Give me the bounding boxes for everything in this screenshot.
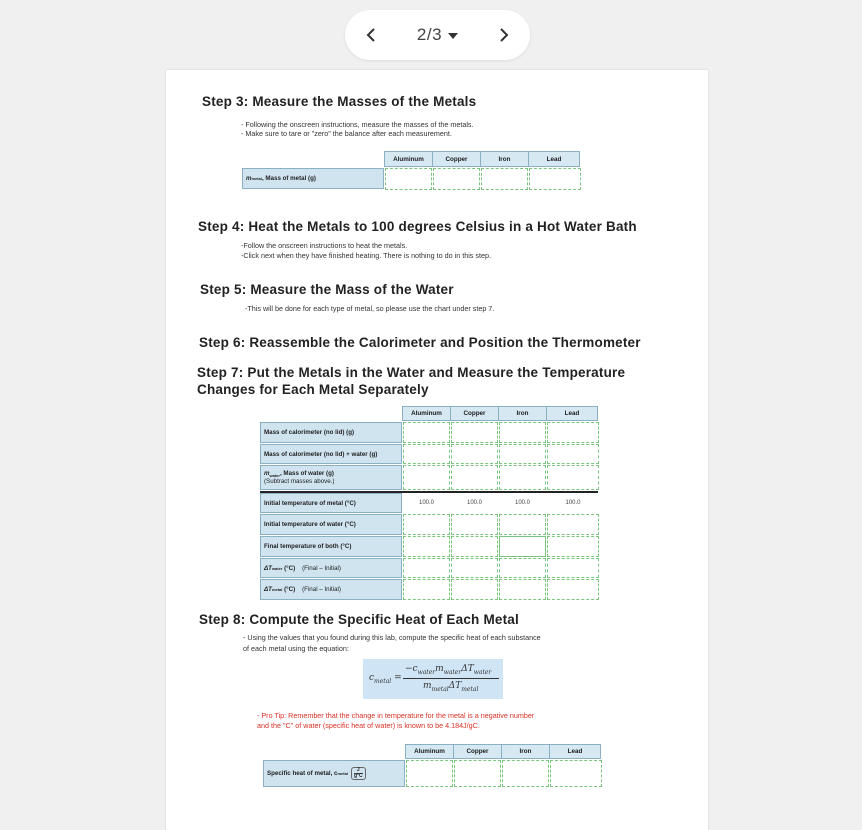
step7-row-cells bbox=[403, 422, 600, 443]
step8-note-2: of each metal using the equation: bbox=[243, 644, 349, 653]
input-cell[interactable] bbox=[403, 558, 450, 578]
input-cell[interactable] bbox=[547, 536, 599, 557]
step7-row-cells bbox=[403, 536, 600, 557]
value-cell: 100.0 bbox=[403, 493, 450, 513]
column-header: Lead bbox=[549, 744, 601, 759]
equals-sign: = bbox=[391, 673, 402, 683]
column-header: Iron bbox=[501, 744, 549, 759]
symbol: ΔT bbox=[264, 564, 272, 572]
step3-note-2: - Make sure to tare or "zero" the balance after each measurement. bbox=[241, 129, 452, 138]
step6-title: Step 6: Reassemble the Calorimeter and Position the Thermometer bbox=[199, 335, 641, 350]
input-cell[interactable] bbox=[451, 422, 498, 443]
row-label-text: (°C) bbox=[284, 586, 296, 593]
unit-numerator: J bbox=[356, 767, 360, 773]
input-cell[interactable] bbox=[547, 422, 599, 443]
symbol-sub: metal bbox=[271, 587, 283, 592]
input-cell[interactable] bbox=[499, 558, 546, 578]
column-header: Copper bbox=[453, 744, 501, 759]
row-label-text: , Mass of metal (g) bbox=[261, 175, 316, 182]
equation-denominator bbox=[423, 681, 478, 693]
fraction-bar bbox=[403, 678, 499, 679]
column-header: Aluminum bbox=[402, 406, 450, 421]
symbol-sub: water bbox=[443, 668, 462, 676]
row-label-text: (°C) bbox=[284, 564, 296, 572]
unit-denominator: g°C bbox=[353, 773, 363, 779]
step7-row-label-dt-water bbox=[260, 558, 402, 578]
step8-row-cells bbox=[406, 760, 603, 787]
step7-table-header bbox=[402, 406, 598, 421]
step4-note-1: -Follow the onscreen instructions to heat the metals. bbox=[241, 241, 408, 250]
step5-note: -This will be done for each type of metal, so please use the chart under step 7. bbox=[245, 304, 495, 313]
prev-page-button[interactable] bbox=[363, 25, 379, 45]
symbol-sub: metal bbox=[337, 771, 348, 776]
value-cell: 100.0 bbox=[499, 493, 546, 513]
input-cell[interactable] bbox=[403, 465, 450, 490]
step7-row-cells bbox=[403, 514, 600, 535]
chevron-right-icon bbox=[499, 28, 509, 42]
input-cell[interactable] bbox=[550, 760, 602, 787]
column-header: Aluminum bbox=[384, 151, 432, 167]
caret-down-icon bbox=[448, 33, 458, 39]
step7-title-line1: Step 7: Put the Metals in the Water and Measure the Temperature bbox=[197, 365, 626, 380]
symbol-sub: metal bbox=[374, 677, 392, 685]
input-cell[interactable] bbox=[499, 579, 546, 600]
symbol: ΔT bbox=[264, 586, 272, 593]
row-label-subtext: (Subtract masses above.) bbox=[264, 478, 335, 486]
symbol: ΔT bbox=[461, 664, 474, 674]
step8-table-header bbox=[405, 744, 601, 759]
step5-title: Step 5: Measure the Mass of the Water bbox=[200, 282, 454, 297]
input-cell[interactable] bbox=[499, 444, 546, 464]
symbol: m bbox=[435, 664, 444, 674]
column-header: Lead bbox=[546, 406, 598, 421]
symbol: m bbox=[264, 469, 270, 477]
column-header: Aluminum bbox=[405, 744, 453, 759]
input-cell[interactable] bbox=[499, 514, 546, 535]
value-cell: 100.0 bbox=[451, 493, 498, 513]
next-page-button[interactable] bbox=[496, 25, 512, 45]
page-indicator: 2/3 bbox=[416, 25, 443, 44]
input-cell[interactable] bbox=[403, 514, 450, 535]
input-cell[interactable] bbox=[451, 536, 498, 557]
row-label-note: (Final – Initial) bbox=[302, 564, 341, 572]
specific-heat-equation bbox=[363, 659, 503, 699]
symbol-sub: water bbox=[417, 668, 436, 676]
column-header: Copper bbox=[432, 151, 480, 167]
input-cell[interactable] bbox=[451, 514, 498, 535]
step8-title: Step 8: Compute the Specific Heat of Each Metal bbox=[199, 612, 519, 627]
step3-row-cells bbox=[385, 168, 582, 190]
pro-tip-line2: and the "C" of water (specific heat of water) is known to be 4.184J/gC. bbox=[257, 721, 480, 730]
column-header: Copper bbox=[450, 406, 498, 421]
input-cell[interactable] bbox=[451, 579, 498, 600]
step7-row-label-water bbox=[260, 465, 402, 490]
input-cell[interactable] bbox=[499, 536, 546, 557]
step7-row-label-dt-metal bbox=[260, 579, 402, 600]
step7-row-cells bbox=[403, 493, 600, 513]
step4-note-2: -Click next when they have finished heating. There is nothing to do in this step. bbox=[241, 251, 491, 260]
step7-row-label: Mass of calorimeter (no lid) (g) bbox=[260, 422, 402, 443]
step3-title: Step 3: Measure the Masses of the Metals bbox=[202, 94, 477, 109]
input-cell[interactable] bbox=[529, 168, 581, 190]
step7-row-cells bbox=[403, 558, 600, 578]
pro-tip-line1: - Pro Tip: Remember that the change in temperature for the metal is a negative number bbox=[257, 711, 535, 720]
input-cell[interactable] bbox=[451, 444, 498, 464]
water-label-line: $m_{water}$, Mass of water (g) bbox=[264, 469, 334, 479]
step3-row-label bbox=[242, 168, 384, 189]
unit-fraction bbox=[351, 767, 366, 780]
step7-row-cells bbox=[403, 465, 600, 490]
input-cell[interactable] bbox=[547, 558, 599, 578]
row-label-text: Mass of water (g) bbox=[283, 469, 334, 477]
step7-row-cells bbox=[403, 444, 600, 464]
input-cell[interactable] bbox=[502, 760, 549, 787]
row-label-text: Specific heat of metal, c bbox=[267, 770, 338, 777]
input-cell[interactable] bbox=[406, 760, 453, 787]
step7-row-label: Mass of calorimeter (no lid) + water (g) bbox=[260, 444, 402, 464]
input-cell[interactable] bbox=[499, 422, 546, 443]
step7-row-label: Final temperature of both (°C) bbox=[260, 536, 402, 557]
input-cell[interactable] bbox=[547, 465, 599, 490]
chevron-left-icon bbox=[366, 28, 376, 42]
input-cell[interactable] bbox=[481, 168, 528, 190]
symbol-sub: metal bbox=[251, 176, 262, 181]
input-cell[interactable] bbox=[403, 536, 450, 557]
step7-row-label: Initial temperature of water (°C) bbox=[260, 514, 402, 535]
input-cell[interactable] bbox=[385, 168, 432, 190]
step3-table-header bbox=[384, 151, 580, 167]
input-cell[interactable] bbox=[547, 514, 599, 535]
page-selector[interactable] bbox=[417, 25, 458, 45]
symbol: −c bbox=[405, 664, 418, 674]
symbol-sub: water bbox=[269, 473, 280, 479]
input-cell[interactable] bbox=[451, 558, 498, 578]
step7-row-cells bbox=[403, 579, 600, 600]
symbol: ΔT bbox=[448, 681, 462, 691]
step4-title: Step 4: Heat the Metals to 100 degrees Celsius in a Hot Water Bath bbox=[198, 219, 637, 234]
step3-note-1: - Following the onscreen instructions, measure the masses of the metals. bbox=[241, 120, 474, 129]
column-header: Lead bbox=[528, 151, 580, 167]
symbol: m bbox=[246, 175, 252, 182]
step8-row-label bbox=[263, 760, 405, 787]
input-cell[interactable] bbox=[433, 168, 480, 190]
symbol-sub: water bbox=[473, 668, 492, 676]
column-header: Iron bbox=[498, 406, 546, 421]
page-navigator bbox=[345, 10, 530, 60]
step8-note-1: - Using the values that you found during this lab, compute the specific heat of each substance bbox=[243, 633, 541, 642]
input-cell[interactable] bbox=[403, 579, 450, 600]
input-cell[interactable] bbox=[547, 579, 599, 600]
step7-title-line2: Changes for Each Metal Separately bbox=[197, 382, 429, 397]
input-cell[interactable] bbox=[499, 465, 546, 490]
symbol-sub: metal bbox=[461, 685, 479, 693]
symbol-sub: water bbox=[271, 565, 283, 571]
equation-lhs bbox=[369, 673, 402, 685]
equation-numerator bbox=[405, 664, 491, 676]
value-cell: 100.0 bbox=[547, 493, 599, 513]
document-page bbox=[166, 70, 708, 830]
input-cell[interactable] bbox=[403, 422, 450, 443]
column-header: Iron bbox=[480, 151, 528, 167]
row-label-note: (Final – Initial) bbox=[302, 586, 341, 593]
symbol: c bbox=[369, 673, 375, 683]
symbol: m bbox=[423, 681, 432, 691]
input-cell[interactable] bbox=[547, 444, 599, 464]
input-cell[interactable] bbox=[454, 760, 501, 787]
step7-row-label: Initial temperature of metal (°C) bbox=[260, 493, 402, 513]
symbol-sub: metal bbox=[431, 685, 449, 693]
input-cell[interactable] bbox=[403, 444, 450, 464]
input-cell[interactable] bbox=[451, 465, 498, 490]
